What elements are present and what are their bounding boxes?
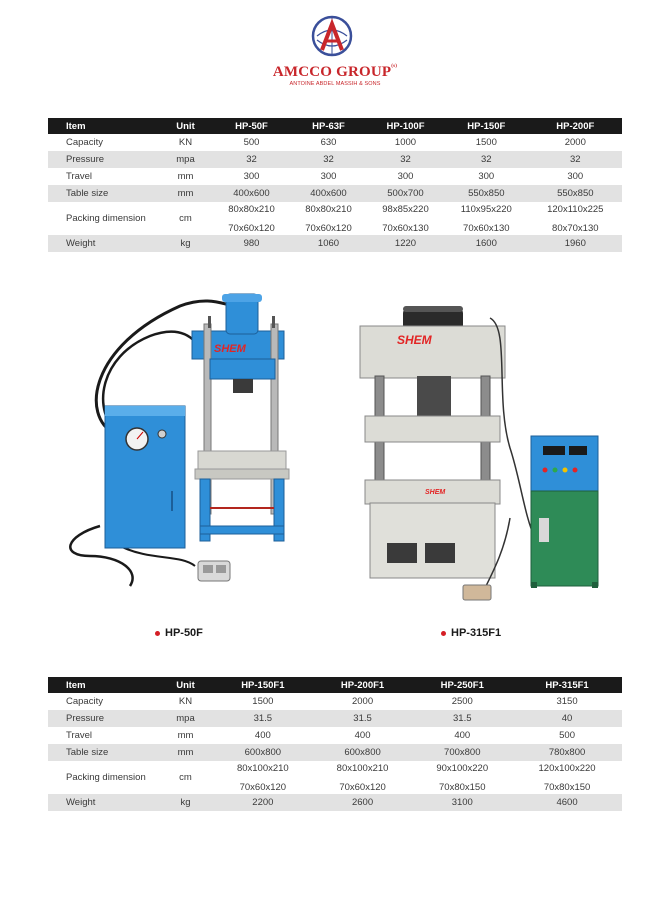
table-cell: 500	[243, 137, 260, 148]
column-header: Unit	[158, 677, 213, 693]
table-cell: 980	[213, 235, 290, 252]
table-cell: 2600	[313, 794, 413, 811]
table-cell: 630	[320, 137, 337, 148]
table-cell	[444, 202, 529, 235]
column-header: HP-250F1	[412, 677, 512, 693]
table-cell: 300	[243, 171, 260, 182]
unit-cell: KN	[178, 137, 193, 148]
packing-value: 90x100x220	[436, 762, 489, 774]
table-cell	[290, 202, 367, 235]
table-cell: 400	[354, 730, 371, 741]
table-row	[48, 151, 622, 168]
column-header: Item	[48, 677, 158, 693]
unit-cell: KN	[178, 696, 193, 707]
unit-cell: kg	[158, 794, 213, 811]
table-cell: 32	[444, 151, 529, 168]
table-cell	[213, 761, 313, 794]
table-cell: 2000	[351, 696, 374, 707]
table-cell: 2500	[451, 696, 473, 707]
row-label: Capacity	[66, 696, 103, 707]
packing-value: 70x60x120	[305, 222, 352, 234]
packing-value: 80x100x210	[336, 762, 389, 774]
table-cell: 1000	[394, 137, 417, 148]
column-header: Unit	[158, 118, 213, 134]
table-cell: 4600	[512, 794, 622, 811]
table-cell: 600x800	[313, 744, 413, 761]
table-cell: 300	[567, 171, 584, 182]
table-cell: 500	[559, 730, 575, 741]
table-cell	[529, 202, 622, 235]
packing-value: 70x60x120	[228, 222, 275, 234]
bullet-dot-icon	[155, 631, 160, 636]
column-header: HP-50F	[213, 118, 290, 134]
packing-value: 70x60x130	[463, 222, 510, 234]
table-cell	[367, 202, 444, 235]
press-photo-hp-315f1	[345, 298, 615, 608]
table-cell: 1960	[529, 235, 622, 252]
table-row-packing	[48, 761, 622, 794]
column-header: HP-150F	[444, 118, 529, 134]
globe-logo-icon	[307, 14, 357, 64]
unit-cell: mpa	[158, 151, 213, 168]
spec-table-hp-f	[48, 118, 622, 252]
table-cell: 400	[254, 730, 271, 741]
table-cell: 550x850	[529, 185, 622, 202]
table-cell: 550x850	[444, 185, 529, 202]
table-cell	[512, 761, 622, 794]
table-cell: 40	[512, 710, 622, 727]
table-cell: 3150	[556, 696, 578, 707]
packing-value: 70x80x150	[543, 781, 591, 793]
row-label: Weight	[48, 235, 158, 252]
spec-table-hp-f1	[48, 677, 622, 811]
table-cell: 300	[397, 171, 414, 182]
column-header: Item	[48, 118, 158, 134]
table-cell: 2200	[213, 794, 313, 811]
unit-cell: cm	[179, 772, 192, 783]
column-header: HP-100F	[367, 118, 444, 134]
table-cell	[313, 761, 413, 794]
column-header: HP-200F	[529, 118, 622, 134]
table-header-row	[48, 118, 622, 134]
unit-cell: mm	[158, 744, 213, 761]
table-cell: 400x600	[290, 185, 367, 202]
caption-hp-50f: HP-50F	[155, 627, 203, 639]
table-cell: 31.5	[213, 710, 313, 727]
unit-cell: mm	[177, 730, 194, 741]
column-header: HP-315F1	[512, 677, 622, 693]
packing-value: 120x110x225	[547, 203, 604, 215]
row-label: Travel	[66, 730, 93, 741]
brand-tagline: ANTOINE ABDEL MASSIH & SONS	[289, 81, 381, 87]
press-brand-label: SHEM	[214, 343, 246, 355]
packing-value: 70x60x120	[339, 781, 386, 793]
unit-cell: mm	[158, 185, 213, 202]
table-cell: 780x800	[512, 744, 622, 761]
packing-value: 80x70x130	[552, 222, 599, 234]
press-photo-hp-50f	[60, 286, 300, 594]
row-label: Weight	[48, 794, 158, 811]
table-cell: 31.5	[313, 710, 413, 727]
unit-cell: kg	[158, 235, 213, 252]
table-row	[48, 710, 622, 727]
unit-cell: mm	[177, 171, 194, 182]
packing-value: 120x100x220	[538, 762, 596, 774]
press-brand-label: SHEM	[397, 333, 432, 347]
table-cell: 1500	[475, 137, 497, 148]
packing-value: 80x100x210	[236, 762, 289, 774]
table-cell: 31.5	[412, 710, 512, 727]
table-cell: 3100	[412, 794, 512, 811]
packing-value: 110x95x220	[460, 203, 512, 215]
row-label: Packing dimension	[66, 213, 146, 224]
table-cell: 1600	[444, 235, 529, 252]
table-cell: 1500	[252, 696, 274, 707]
table-cell: 32	[290, 151, 367, 168]
table-row	[48, 235, 622, 252]
table-row	[48, 185, 622, 202]
table-cell	[412, 761, 512, 794]
row-label: Capacity	[66, 137, 103, 148]
table-header-row	[48, 677, 622, 693]
row-label: Packing dimension	[66, 772, 146, 783]
press-base-brand-label: SHEM	[425, 489, 446, 496]
table-row	[48, 744, 622, 761]
table-cell: 600x800	[213, 744, 313, 761]
packing-value: 80x80x210	[228, 203, 275, 215]
row-label: Pressure	[48, 710, 158, 727]
row-label: Table size	[48, 744, 158, 761]
column-header: HP-200F1	[313, 677, 413, 693]
column-header: HP-63F	[290, 118, 367, 134]
unit-cell: mpa	[158, 710, 213, 727]
table-row-packing	[48, 202, 622, 235]
packing-value: 98x85x220	[382, 203, 429, 215]
packing-value: 80x80x210	[305, 203, 352, 215]
row-label: Pressure	[48, 151, 158, 168]
table-cell: 400x600	[213, 185, 290, 202]
table-cell: 2000	[564, 137, 586, 148]
table-row	[48, 794, 622, 811]
packing-value: 70x80x150	[439, 781, 486, 793]
table-cell: 500x700	[367, 185, 444, 202]
table-cell: 700x800	[412, 744, 512, 761]
table-row	[48, 693, 622, 710]
table-cell: 32	[213, 151, 290, 168]
unit-cell: cm	[179, 213, 192, 224]
table-row	[48, 727, 622, 744]
table-cell: 32	[529, 151, 622, 168]
packing-value: 70x60x130	[382, 222, 429, 234]
caption-hp-315f1: HP-315F1	[441, 627, 501, 639]
company-logo	[270, 14, 400, 87]
table-cell: 400	[454, 730, 471, 741]
table-cell: 32	[367, 151, 444, 168]
packing-value: 70x60x120	[239, 781, 287, 793]
table-cell: 300	[478, 171, 495, 182]
table-cell: 1220	[367, 235, 444, 252]
table-cell	[213, 202, 290, 235]
row-label: Table size	[48, 185, 158, 202]
brand-name: AMCCO GROUP$^{(s)}$	[272, 64, 398, 80]
bullet-dot-icon	[441, 631, 446, 636]
row-label: Travel	[66, 171, 93, 182]
table-row	[48, 134, 622, 151]
column-header: HP-150F1	[213, 677, 313, 693]
table-cell: 300	[320, 171, 337, 182]
table-row	[48, 168, 622, 185]
table-cell: 1060	[290, 235, 367, 252]
